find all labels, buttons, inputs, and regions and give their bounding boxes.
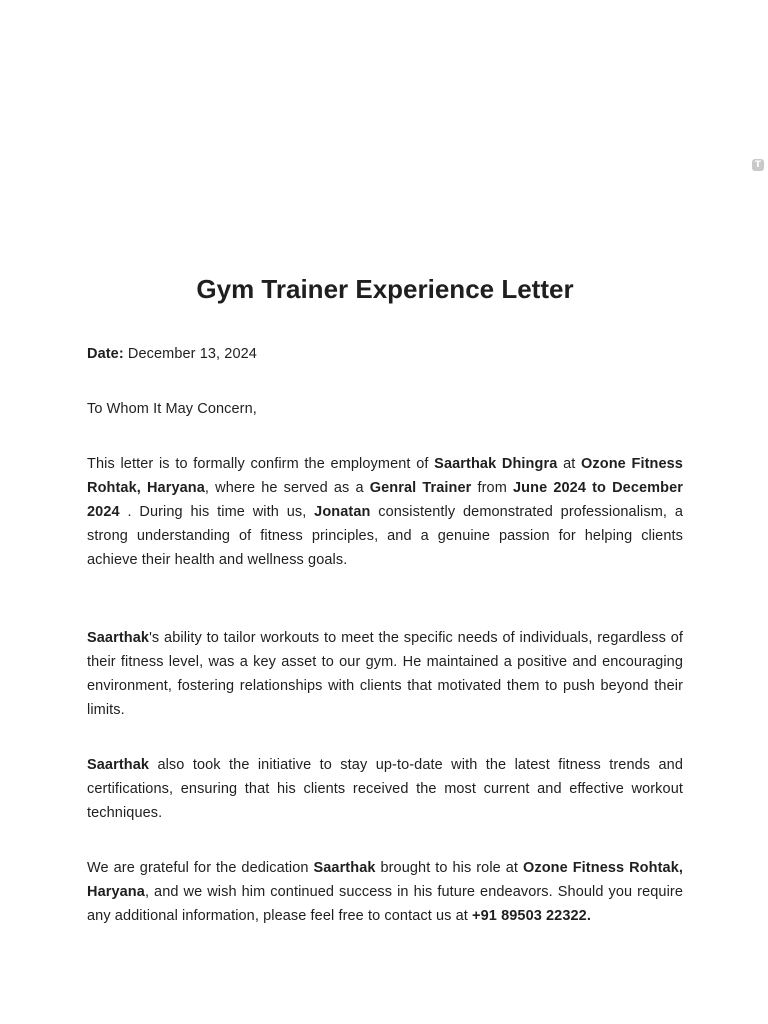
- intro-text: This letter is to formally confirm the employment of: [87, 456, 435, 472]
- intro-text: . During his time with us,: [119, 504, 315, 520]
- company-name: Ozone Fitness Rohtak, Haryana: [87, 860, 683, 900]
- date-label: Date:: [87, 346, 124, 362]
- closing-paragraph: [87, 856, 683, 928]
- letter-title: Gym Trainer Experience Letter: [196, 274, 574, 304]
- employee-alias: Jonatan: [314, 504, 371, 520]
- employee-name: Saarthak Dhingra: [434, 456, 558, 472]
- initiative-text: also took the initiative to stay up-to-date with the latest fitness trends and certifications, ensuring that his clients received the most current and effective workout techniques.: [87, 757, 683, 821]
- start-date: June 2024: [513, 480, 586, 496]
- company-name: Ozone Fitness Rohtak, Haryana: [87, 456, 683, 496]
- intro-paragraph: [87, 452, 683, 572]
- ability-text: 's ability to tailor workouts to meet the specific needs of individuals, regardless of their fitness level, was a key asset to our gym. He maintained a positive and encouraging environment, fostering relationships with clients that motivated them to push beyond their limits.: [87, 630, 683, 718]
- employee-name: Saarthak: [87, 757, 150, 773]
- position-title: Genral Trainer: [369, 480, 472, 496]
- end-date: December 2024: [87, 480, 683, 520]
- closing-text: brought to his role at: [375, 860, 523, 876]
- initiative-paragraph: [87, 753, 683, 825]
- intro-text: from: [471, 480, 513, 496]
- date-value: December 13, 2024: [123, 346, 257, 362]
- closing-text: We are grateful for the dedication: [87, 860, 314, 876]
- employee-name: Saarthak: [313, 860, 376, 876]
- text-marker-icon: T: [752, 159, 764, 171]
- contact-phone: +91 89503 22322.: [472, 908, 591, 924]
- closing-text: , and we wish him continued success in his future endeavors. Should you require any additional information, please feel free to contact us at: [87, 884, 683, 924]
- intro-text: consistently demonstrated professionalism, a strong understanding of fitness principles, and a genuine passion for helping clients achieve their health and wellness goals.: [87, 504, 683, 568]
- salutation: To Whom It May Concern,: [87, 401, 257, 417]
- intro-text: , where he served as a: [204, 480, 370, 496]
- date-line: [87, 342, 683, 366]
- date-connector: to: [586, 480, 613, 496]
- intro-text: at: [557, 456, 582, 472]
- ability-paragraph: [87, 626, 683, 722]
- employee-name: Saarthak: [87, 630, 150, 646]
- letter-page: [87, 268, 683, 928]
